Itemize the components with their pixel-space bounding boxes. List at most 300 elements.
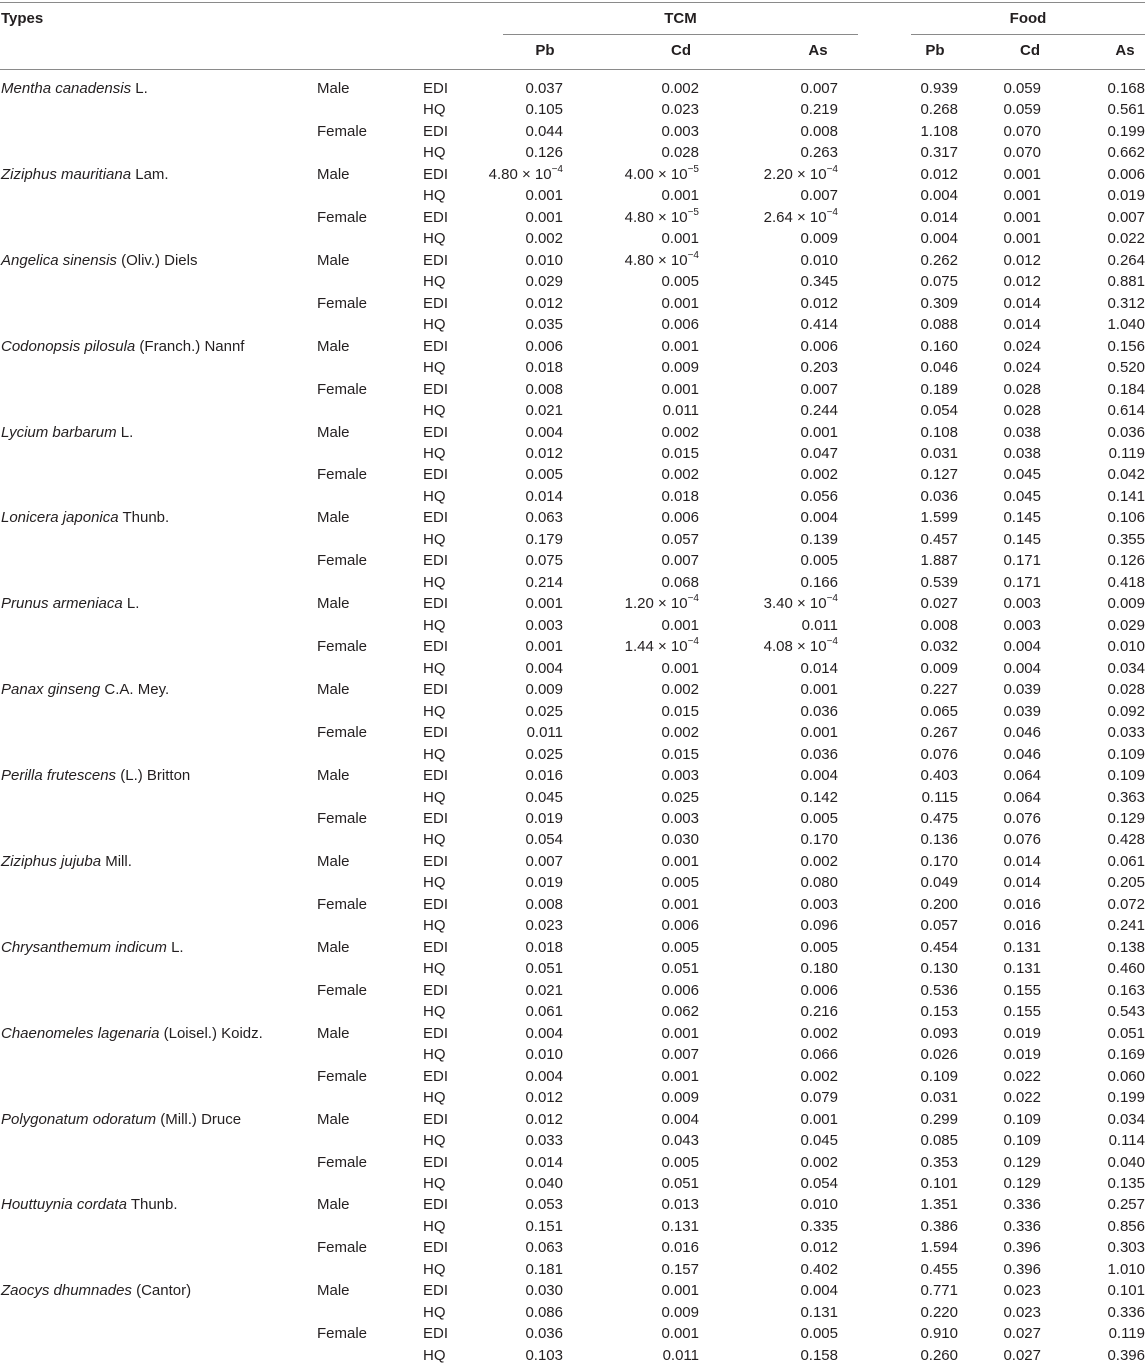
index-label: EDI: [423, 1067, 449, 1085]
tcm-pb-value: 0.004: [525, 1067, 563, 1085]
index-label: EDI: [423, 638, 449, 656]
index-label: EDI: [423, 251, 449, 269]
tcm-cd-value: $1.44 \times 10^{-4}$: [624, 636, 699, 656]
tcm-pb-value: 0.063: [525, 509, 563, 527]
food-as-value: 0.856: [1107, 1217, 1145, 1235]
food-cd-value: 0.070: [1003, 144, 1041, 162]
sex-label: Female: [317, 1325, 368, 1343]
food-pb-value: 0.031: [920, 444, 958, 462]
food-pb-value: 0.220: [920, 1303, 958, 1321]
food-pb-value: 0.457: [920, 530, 958, 548]
species-binomial: Chrysanthemum indicum: [1, 938, 167, 956]
tcm-cd-value: 0.002: [661, 80, 699, 97]
tcm-as-value: 0.009: [800, 230, 838, 248]
index-label: EDI: [423, 1110, 449, 1128]
food-pb-value: 1.594: [920, 1239, 958, 1257]
tcm-cd-value: 0.157: [661, 1260, 699, 1278]
sex-label: Male: [317, 80, 350, 97]
food-cd-value: 0.001: [1003, 165, 1041, 183]
food-as-value: 0.312: [1107, 294, 1145, 312]
food-cd-value: 0.014: [1003, 294, 1041, 312]
food-cd-value: 0.171: [1003, 552, 1041, 570]
food-cd-value: 0.064: [1003, 788, 1041, 806]
food-pb-value: 0.189: [920, 380, 958, 398]
tcm-as-value: 0.345: [800, 273, 838, 291]
index-label: EDI: [423, 1196, 449, 1214]
tcm-pb-value: 0.029: [525, 273, 563, 291]
food-cd-value: 0.045: [1003, 487, 1041, 505]
food-as-value: 0.092: [1107, 702, 1145, 720]
food-as-value: 0.034: [1107, 659, 1145, 677]
tcm-as-value: 0.005: [800, 552, 838, 570]
tcm-pb-value: 0.036: [525, 1325, 563, 1343]
food-as-value: 0.199: [1107, 1089, 1145, 1107]
food-cd-value: 0.022: [1003, 1089, 1041, 1107]
sex-label: Male: [317, 423, 350, 441]
food-pb-value: 0.108: [920, 423, 958, 441]
food-cd-value: 0.145: [1003, 530, 1041, 548]
tcm-cd-value: 0.001: [661, 337, 699, 355]
food-as-value: 0.135: [1107, 1174, 1145, 1192]
index-label: EDI: [423, 552, 449, 570]
food-as-value: 0.303: [1107, 1239, 1145, 1257]
index-label: EDI: [423, 80, 449, 97]
sex-label: Female: [317, 809, 368, 827]
food-cd-value: 0.014: [1003, 874, 1041, 892]
food-as-value: 0.428: [1107, 831, 1145, 849]
tcm-cd-value: 0.001: [661, 380, 699, 398]
food-pb-value: 0.309: [920, 294, 958, 312]
index-label: EDI: [423, 380, 449, 398]
tcm-as-value: 0.004: [800, 509, 838, 527]
index-label: HQ: [423, 616, 446, 634]
food-as-value: 0.114: [1108, 1132, 1145, 1150]
food-cd-value: 0.014: [1003, 852, 1041, 870]
sex-label: Male: [317, 1196, 350, 1214]
food-pb-value: 0.200: [920, 895, 958, 913]
tcm-cd-value: 0.009: [661, 359, 699, 377]
food-pb-value: 0.088: [920, 316, 958, 334]
food-as-value: 0.028: [1107, 681, 1145, 699]
food-cd-value: 0.336: [1003, 1196, 1041, 1214]
species-name: Chaenomeles lagenaria (Loisel.) Koidz.: [1, 1024, 263, 1042]
food-as-value: 1.040: [1107, 316, 1145, 334]
tcm-as-value: $4.08 \times 10^{-4}$: [763, 636, 838, 656]
index-label: HQ: [423, 1089, 446, 1107]
tcm-as-value: 0.036: [800, 702, 838, 720]
tcm-pb-value: 0.005: [525, 466, 563, 484]
food-cd-value: 0.001: [1003, 187, 1041, 205]
tcm-cd-value: 0.001: [661, 1024, 699, 1042]
index-label: EDI: [423, 938, 449, 956]
index-label: EDI: [423, 767, 449, 785]
tcm-as-value: 0.139: [800, 530, 838, 548]
tcm-cd-value: 0.002: [661, 423, 699, 441]
index-label: HQ: [423, 530, 446, 548]
food-as-value: 0.007: [1107, 208, 1145, 226]
tcm-as-value: $3.40 \times 10^{-4}$: [763, 593, 838, 613]
tcm-as-value: 0.012: [800, 1239, 838, 1257]
tcm-pb-value: 0.008: [525, 895, 563, 913]
sex-label: Male: [317, 1024, 350, 1042]
tcm-cd-value: 0.016: [661, 1239, 699, 1257]
food-cd-value: 0.131: [1003, 938, 1041, 956]
food-as-value: 0.138: [1107, 938, 1145, 956]
species-binomial: Lycium barbarum: [1, 423, 117, 441]
food-cd-header: Cd: [1020, 42, 1040, 59]
food-cd-value: 0.145: [1003, 509, 1041, 527]
food-cd-value: 0.004: [1003, 659, 1041, 677]
index-label: HQ: [423, 1132, 446, 1150]
tcm-cd-value: 0.003: [661, 809, 699, 827]
food-pb-value: 0.004: [920, 230, 958, 248]
tcm-cd-value: 0.007: [661, 1046, 699, 1064]
species-binomial: Ziziphus jujuba: [1, 852, 102, 870]
tcm-as-value: 0.096: [800, 917, 838, 935]
food-as-value: 0.034: [1107, 1110, 1145, 1128]
tcm-as-value: 0.219: [800, 101, 838, 119]
index-label: EDI: [423, 1024, 449, 1042]
tcm-as-value: 0.002: [800, 466, 838, 484]
tcm-as-value: 0.012: [800, 294, 838, 312]
tcm-cd-value: 0.004: [661, 1110, 699, 1128]
tcm-cd-value: 0.001: [661, 294, 699, 312]
species-binomial: Codonopsis pilosula: [1, 337, 136, 355]
tcm-cd-value: 0.011: [662, 1346, 699, 1364]
tcm-cd-value: 0.015: [661, 702, 699, 720]
food-pb-value: 0.539: [920, 573, 958, 591]
tcm-pb-value: 0.214: [525, 573, 563, 591]
tcm-as-value: 0.080: [800, 874, 838, 892]
food-cd-value: 0.046: [1003, 745, 1041, 763]
food-as-value: 0.614: [1107, 402, 1145, 420]
index-label: EDI: [423, 165, 449, 183]
index-label: HQ: [423, 1046, 446, 1064]
tcm-cd-value: 0.011: [662, 402, 699, 420]
species-name: Lycium barbarum L.: [1, 423, 134, 441]
index-label: EDI: [423, 681, 449, 699]
tcm-pb-value: 0.010: [525, 251, 563, 269]
food-pb-value: 0.136: [920, 831, 958, 849]
food-as-value: 0.009: [1107, 595, 1145, 613]
food-pb-value: 0.153: [920, 1003, 958, 1021]
tcm-as-value: 0.002: [800, 852, 838, 870]
index-label: EDI: [423, 337, 449, 355]
tcm-pb-value: 0.051: [525, 960, 563, 978]
food-as-value: 0.205: [1107, 874, 1145, 892]
species-binomial: Perilla frutescens: [1, 767, 117, 785]
food-as-value: 0.396: [1107, 1346, 1145, 1364]
tcm-cd-value: 0.009: [661, 1303, 699, 1321]
species-name: Polygonatum odoratum (Mill.) Druce: [1, 1110, 242, 1128]
tcm-as-value: 0.007: [800, 80, 838, 97]
tcm-as-value: 0.001: [800, 1110, 838, 1128]
tcm-pb-value: 0.075: [525, 552, 563, 570]
sex-label: Female: [317, 1239, 368, 1257]
food-as-value: 0.126: [1107, 552, 1145, 570]
tcm-pb-value: 0.012: [525, 1089, 563, 1107]
index-label: HQ: [423, 273, 446, 291]
food-cd-value: 0.028: [1003, 402, 1041, 420]
food-pb-value: 0.026: [920, 1046, 958, 1064]
food-as-value: 0.010: [1107, 638, 1145, 656]
food-header: Food: [1009, 10, 1047, 27]
species-name: Codonopsis pilosula (Franch.) Nannf: [1, 337, 245, 355]
food-pb-value: 0.910: [920, 1325, 958, 1343]
tcm-as-value: 0.166: [800, 573, 838, 591]
food-pb-value: 0.065: [920, 702, 958, 720]
food-pb-value: 0.268: [920, 101, 958, 119]
tcm-as-value: 0.004: [800, 1282, 838, 1300]
food-pb-value: 0.475: [920, 809, 958, 827]
food-as-value: 0.168: [1107, 80, 1145, 97]
food-pb-value: 0.093: [920, 1024, 958, 1042]
index-label: HQ: [423, 573, 446, 591]
tcm-cd-value: 0.006: [661, 316, 699, 334]
food-pb-value: 0.109: [920, 1067, 958, 1085]
index-label: EDI: [423, 809, 449, 827]
food-cd-value: 0.076: [1003, 809, 1041, 827]
food-pb-value: 0.046: [920, 359, 958, 377]
food-cd-value: 0.014: [1003, 316, 1041, 334]
species-name: Panax ginseng C.A. Mey.: [1, 681, 170, 699]
index-label: HQ: [423, 144, 446, 162]
food-pb-value: 0.085: [920, 1132, 958, 1150]
tcm-pb-value: 0.009: [525, 681, 563, 699]
sex-label: Female: [317, 466, 368, 484]
food-as-value: 0.264: [1107, 251, 1145, 269]
index-label: HQ: [423, 1260, 446, 1278]
tcm-as-value: 0.010: [800, 251, 838, 269]
food-as-value: 0.042: [1107, 466, 1145, 484]
index-label: HQ: [423, 788, 446, 806]
food-as-value: 0.561: [1107, 101, 1145, 119]
tcm-as-value: 0.006: [800, 337, 838, 355]
food-cd-value: 0.171: [1003, 573, 1041, 591]
food-cd-value: 0.001: [1003, 208, 1041, 226]
food-cd-value: 0.396: [1003, 1260, 1041, 1278]
food-as-value: 0.199: [1107, 122, 1145, 140]
index-label: EDI: [423, 294, 449, 312]
tcm-as-value: 0.007: [800, 187, 838, 205]
food-as-header: As: [1115, 42, 1135, 59]
food-pb-value: 0.076: [920, 745, 958, 763]
tcm-cd-value: 0.001: [661, 187, 699, 205]
food-pb-value: 0.014: [920, 208, 958, 226]
tcm-pb-value: 0.044: [525, 122, 563, 140]
food-pb-value: 0.455: [920, 1260, 958, 1278]
sex-label: Female: [317, 294, 368, 312]
tcm-as-value: 0.005: [800, 809, 838, 827]
tcm-pb-value: 0.086: [525, 1303, 563, 1321]
tcm-pb-value: 0.103: [525, 1346, 563, 1364]
tcm-cd-value: 0.001: [661, 230, 699, 248]
tcm-as-value: 0.158: [800, 1346, 838, 1364]
food-pb-value: 1.599: [920, 509, 958, 527]
tcm-pb-value: 0.035: [525, 316, 563, 334]
food-pb-header: Pb: [925, 42, 945, 59]
tcm-cd-value: 0.002: [661, 681, 699, 699]
food-as-value: 0.520: [1107, 359, 1145, 377]
tcm-cd-value: 0.003: [661, 767, 699, 785]
tcm-as-value: 0.008: [800, 122, 838, 140]
tcm-as-value: 0.004: [800, 767, 838, 785]
species-name: Zaocys dhumnades (Cantor): [1, 1282, 192, 1300]
food-cd-value: 0.016: [1003, 917, 1041, 935]
food-as-value: 0.109: [1107, 767, 1145, 785]
tcm-pb-value: 0.003: [525, 616, 563, 634]
food-pb-value: 0.008: [920, 616, 958, 634]
tcm-cd-value: 0.001: [661, 1282, 699, 1300]
sex-label: Female: [317, 1067, 368, 1085]
tcm-as-value: 0.047: [800, 444, 838, 462]
food-cd-value: 0.129: [1003, 1174, 1041, 1192]
food-cd-value: 0.027: [1003, 1325, 1041, 1343]
food-cd-value: 0.003: [1003, 595, 1041, 613]
sex-label: Male: [317, 251, 350, 269]
food-as-value: 0.029: [1107, 616, 1145, 634]
tcm-pb-value: $4.80 \times 10^{-4}$: [488, 163, 563, 183]
food-pb-value: 0.130: [920, 960, 958, 978]
food-cd-value: 0.012: [1003, 273, 1041, 291]
food-cd-value: 0.023: [1003, 1303, 1041, 1321]
food-pb-value: 0.454: [920, 938, 958, 956]
index-label: HQ: [423, 1003, 446, 1021]
tcm-pb-value: 0.001: [525, 187, 563, 205]
tcm-cd-value: 0.001: [661, 852, 699, 870]
species-name: Ziziphus mauritiana Lam.: [1, 165, 169, 183]
species-name: Houttuynia cordata Thunb.: [1, 1196, 178, 1214]
food-pb-value: 0.267: [920, 724, 958, 742]
index-label: EDI: [423, 595, 449, 613]
food-as-value: 0.241: [1107, 917, 1145, 935]
index-label: HQ: [423, 101, 446, 119]
food-as-value: 0.141: [1107, 487, 1145, 505]
index-label: HQ: [423, 1346, 446, 1364]
sex-label: Male: [317, 1282, 350, 1300]
index-label: HQ: [423, 745, 446, 763]
tcm-cd-value: $4.80 \times 10^{-4}$: [624, 249, 699, 269]
tcm-as-value: 0.014: [800, 659, 838, 677]
food-cd-value: 0.022: [1003, 1067, 1041, 1085]
tcm-cd-value: 0.006: [661, 917, 699, 935]
sex-label: Male: [317, 938, 350, 956]
food-as-value: 0.257: [1107, 1196, 1145, 1214]
tcm-cd-value: 0.013: [661, 1196, 699, 1214]
tcm-cd-value: 0.030: [661, 831, 699, 849]
food-cd-value: 0.038: [1003, 423, 1041, 441]
food-cd-value: 0.155: [1003, 1003, 1041, 1021]
sex-label: Male: [317, 165, 350, 183]
food-cd-value: 0.038: [1003, 444, 1041, 462]
tcm-as-value: 0.402: [800, 1260, 838, 1278]
food-as-value: 0.101: [1107, 1282, 1145, 1300]
index-label: HQ: [423, 702, 446, 720]
tcm-pb-value: 0.014: [525, 1153, 563, 1171]
tcm-pb-value: 0.179: [525, 530, 563, 548]
tcm-pb-value: 0.014: [525, 487, 563, 505]
tcm-pb-value: 0.033: [525, 1132, 563, 1150]
food-as-value: 0.129: [1107, 809, 1145, 827]
food-cd-value: 0.004: [1003, 638, 1041, 656]
food-pb-value: 1.351: [920, 1196, 958, 1214]
sex-label: Female: [317, 981, 368, 999]
food-as-value: 0.169: [1107, 1046, 1145, 1064]
food-as-value: 0.662: [1107, 144, 1145, 162]
species-binomial: Chaenomeles lagenaria: [1, 1024, 160, 1042]
index-label: HQ: [423, 874, 446, 892]
food-as-value: 0.051: [1107, 1024, 1145, 1042]
tcm-as-value: 0.244: [800, 402, 838, 420]
sex-label: Female: [317, 122, 368, 140]
tcm-pb-value: 0.018: [525, 359, 563, 377]
food-pb-value: 0.004: [920, 187, 958, 205]
tcm-cd-value: 0.015: [661, 745, 699, 763]
food-as-value: 0.336: [1107, 1303, 1145, 1321]
tcm-pb-value: 0.018: [525, 938, 563, 956]
tcm-pb-value: 0.045: [525, 788, 563, 806]
species-binomial: Ziziphus mauritiana: [1, 165, 132, 183]
tcm-pb-value: 0.004: [525, 659, 563, 677]
tcm-as-value: 0.003: [800, 895, 838, 913]
tcm-as-header: As: [808, 42, 828, 59]
sex-label: Male: [317, 337, 350, 355]
tcm-group-rule: [503, 34, 858, 35]
food-pb-value: 0.317: [920, 144, 958, 162]
sex-label: Female: [317, 380, 368, 398]
tcm-cd-value: $4.00 \times 10^{-5}$: [624, 163, 699, 183]
food-pb-value: 0.009: [920, 659, 958, 677]
food-cd-value: 0.070: [1003, 122, 1041, 140]
food-cd-value: 0.028: [1003, 380, 1041, 398]
tcm-as-value: 0.142: [800, 788, 838, 806]
tcm-pb-value: 0.006: [525, 337, 563, 355]
tcm-pb-value: 0.063: [525, 1239, 563, 1257]
tcm-as-value: 0.203: [800, 359, 838, 377]
food-cd-value: 0.076: [1003, 831, 1041, 849]
species-binomial: Lonicera japonica: [1, 509, 119, 527]
index-label: EDI: [423, 208, 449, 226]
index-label: EDI: [423, 1239, 449, 1257]
tcm-as-value: 0.002: [800, 1153, 838, 1171]
index-label: EDI: [423, 466, 449, 484]
food-pb-value: 0.160: [920, 337, 958, 355]
tcm-pb-value: 0.002: [525, 230, 563, 248]
tcm-cd-value: 0.051: [661, 1174, 699, 1192]
food-pb-value: 0.032: [920, 638, 958, 656]
food-as-value: 0.119: [1108, 444, 1145, 462]
tcm-as-value: 0.001: [800, 423, 838, 441]
tcm-pb-value: 0.025: [525, 702, 563, 720]
food-pb-value: 0.012: [920, 165, 958, 183]
sex-label: Female: [317, 552, 368, 570]
tcm-cd-value: 0.006: [661, 509, 699, 527]
tcm-cd-value: 0.051: [661, 960, 699, 978]
food-as-value: 0.060: [1107, 1067, 1145, 1085]
food-pb-value: 0.536: [920, 981, 958, 999]
tcm-as-value: 0.066: [800, 1046, 838, 1064]
food-pb-value: 0.075: [920, 273, 958, 291]
sex-label: Female: [317, 724, 368, 742]
food-as-value: 0.033: [1107, 724, 1145, 742]
species-name: Chrysanthemum indicum L.: [1, 938, 184, 956]
tcm-pb-value: 0.053: [525, 1196, 563, 1214]
food-cd-value: 0.039: [1003, 702, 1041, 720]
index-label: EDI: [423, 724, 449, 742]
tcm-pb-value: 0.061: [525, 1003, 563, 1021]
food-pb-value: 0.403: [920, 767, 958, 785]
tcm-cd-value: 0.005: [661, 273, 699, 291]
